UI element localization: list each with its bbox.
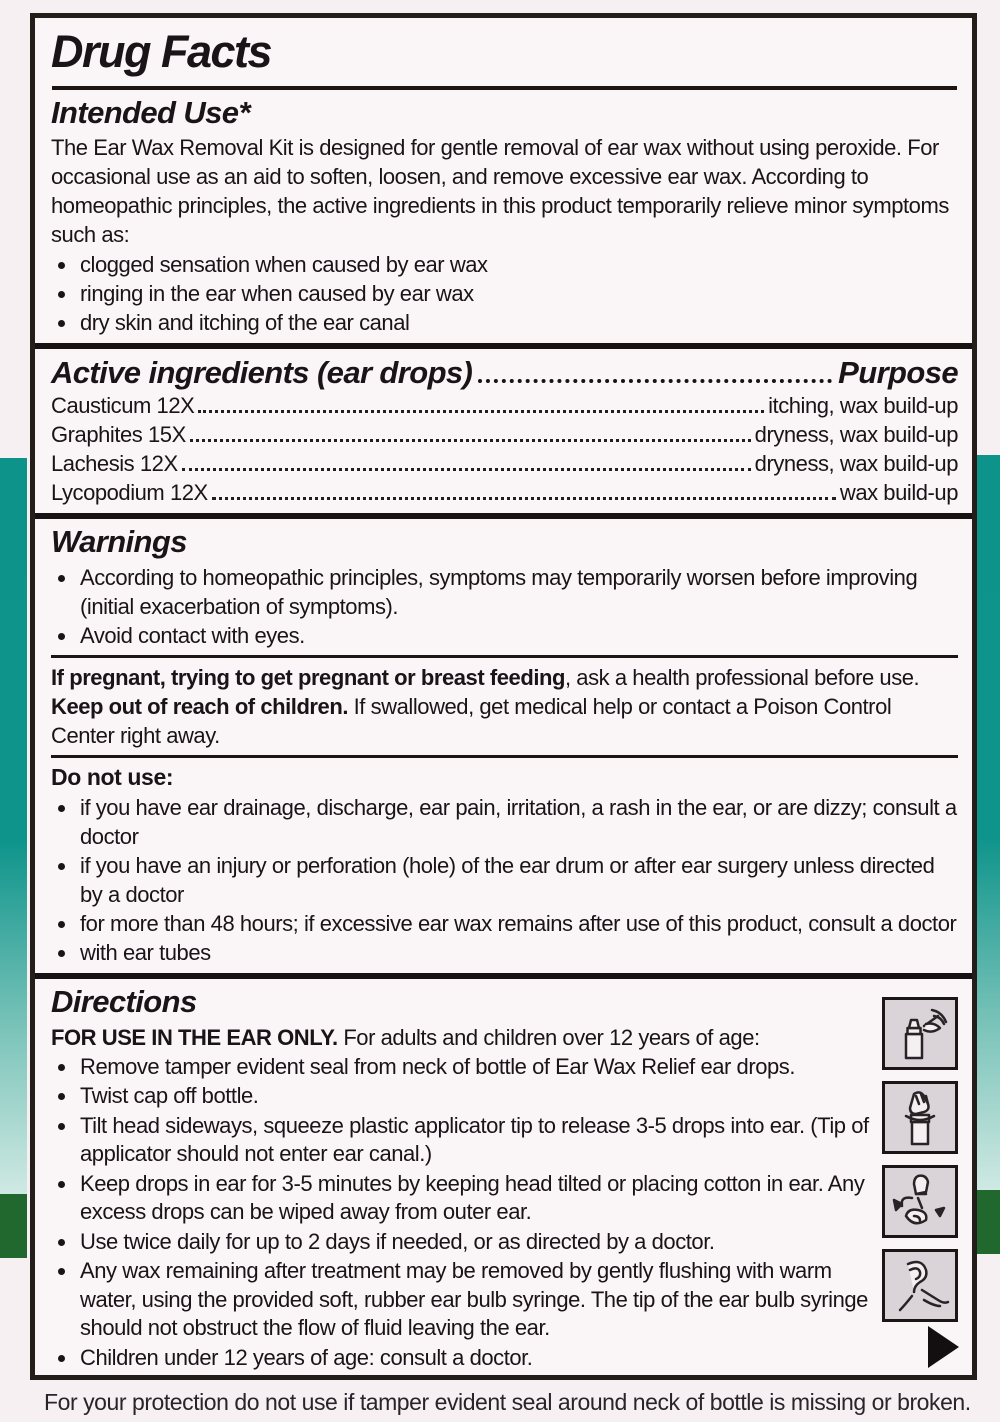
purpose-label: Purpose (838, 355, 958, 391)
bullet-item: • ringing in the ear when caused by ear wax (78, 279, 958, 308)
section-separator (35, 973, 972, 979)
package-band-green-left (0, 1194, 27, 1258)
bullet-item: • Any wax remaining after treatment may be removed by gently flushing with warm water, using the provided soft, rubber ear bulb syringe. The tip of the ear bulb syringe should not obstruct the flow of fluid leaving the ear. (78, 1257, 889, 1343)
section-active-ingredients (51, 355, 958, 507)
pregnancy-warning-paragraph (51, 663, 958, 750)
package-band-green-right (977, 1190, 1000, 1254)
package-band-right (977, 455, 1000, 1190)
bullet-item: • Keep drops in ear for 3-5 minutes by keeping head tilted or placing cotton in ear. Any excess drops can be wiped away from outer ear. (78, 1170, 889, 1227)
directions-lead-bold: FOR USE IN THE EAR ONLY. (51, 1024, 338, 1050)
flush-ear-icon (882, 1249, 958, 1322)
instruction-icons-column (882, 997, 958, 1322)
bullet-item: • Remove tamper evident seal from neck of bottle of Ear Wax Relief ear drops. (78, 1053, 889, 1082)
ingredient-row (51, 449, 958, 478)
section-separator (35, 343, 972, 349)
package-band-left (0, 458, 27, 1194)
ingredient-name: Lachesis 12X (51, 451, 178, 477)
bullet-item: • According to homeopathic principles, symptoms may temporarily worsen before improving (initial exacerbation of symptoms). (78, 563, 958, 621)
continue-arrow-icon (928, 1326, 959, 1368)
bullet-item: • Tilt head sideways, squeeze plastic applicator tip to release 3-5 drops into ear. (Tip of applicator should not enter ear canal.) (78, 1112, 889, 1169)
directions-heading: Directions (51, 984, 197, 1020)
bullet-item: • clogged sensation when caused by ear wax (78, 250, 958, 279)
do-not-use-heading: Do not use: (51, 764, 174, 791)
ingredient-purpose: wax build-up (839, 480, 958, 506)
bullet-item: • with ear tubes (78, 938, 958, 967)
footer-note: For your protection do not use if tamper evident seal around neck of bottle is missing or broken. (44, 1389, 971, 1415)
twist-cap-icon (882, 1081, 958, 1154)
children-warning-bold: Keep out of reach of children. (51, 694, 348, 720)
dotted-leader (190, 439, 751, 442)
ingredient-name: Causticum 12X (51, 393, 195, 419)
ingredient-row (51, 478, 958, 507)
warnings-heading: Warnings (51, 524, 187, 560)
bullet-item: • dry skin and itching of the ear canal (78, 308, 958, 337)
do-not-use-list (51, 793, 958, 967)
active-ingredients-heading: Active ingredients (ear drops) (51, 355, 473, 391)
bullet-item: • Twist cap off bottle. (78, 1082, 889, 1111)
remove-seal-icon (882, 997, 958, 1070)
directions-list (51, 1053, 889, 1373)
section-directions (51, 985, 958, 1372)
dotted-leader (182, 468, 751, 471)
divider-rule (51, 755, 958, 758)
ingredient-row (51, 391, 958, 420)
section-warnings (51, 525, 958, 967)
ingredient-purpose: dryness, wax build-up (754, 422, 958, 448)
title-rule (52, 86, 957, 90)
apply-drops-icon (882, 1165, 958, 1238)
children-warning-text: If swallowed, get medical help or contact a Poison Control Center right away. (51, 694, 892, 749)
bullet-item: • Avoid contact with eyes. (78, 621, 958, 650)
active-ingredients-header (51, 355, 958, 391)
page-title: Drug Facts (51, 26, 272, 77)
intended-use-heading: Intended Use* (51, 94, 250, 130)
ingredient-purpose: dryness, wax build-up (754, 451, 958, 477)
divider-rule (51, 655, 958, 658)
bullet-item: • Children under 12 years of age: consult a doctor. (78, 1344, 889, 1373)
dotted-leader (212, 497, 836, 500)
drug-facts-panel (30, 13, 977, 1380)
dotted-leader (478, 379, 832, 383)
directions-lead (51, 1023, 889, 1052)
ingredient-name: Graphites 15X (51, 422, 186, 448)
warnings-bullet-list (51, 563, 958, 650)
ingredient-name: Lycopodium 12X (51, 480, 208, 506)
ingredient-purpose: itching, wax build-up (768, 393, 958, 419)
bullet-item: • if you have ear drainage, discharge, ear pain, irritation, a rash in the ear, or are dizzy; consult a doctor (78, 793, 958, 851)
directions-lead-text: For adults and children over 12 years of age: (337, 1024, 760, 1050)
pregnancy-warning-text: , ask a health professional before use. (564, 665, 920, 691)
dotted-leader (198, 410, 764, 413)
section-separator (35, 513, 972, 519)
ingredient-row (51, 420, 958, 449)
bullet-item: • if you have an injury or perforation (hole) of the ear drum or after ear surgery unless directed by a doctor (78, 851, 958, 909)
intended-use-paragraph: The Ear Wax Removal Kit is designed for gentle removal of ear wax without using peroxide. For occasional use as an aid to soften, loosen, and remove excessive ear wax. According to homeopathic principles, the active ingredients in this product temporarily relieve minor symptoms such as: (51, 135, 949, 248)
bullet-item: • Use twice daily for up to 2 days if needed, or as directed by a doctor. (78, 1228, 889, 1257)
bullet-item: • for more than 48 hours; if excessive ear wax remains after use of this product, consult a doctor (78, 909, 958, 938)
section-intended-use (51, 96, 958, 338)
pregnancy-warning-bold: If pregnant, trying to get pregnant or breast feeding (51, 665, 565, 691)
intended-use-bullet-list (51, 250, 958, 337)
